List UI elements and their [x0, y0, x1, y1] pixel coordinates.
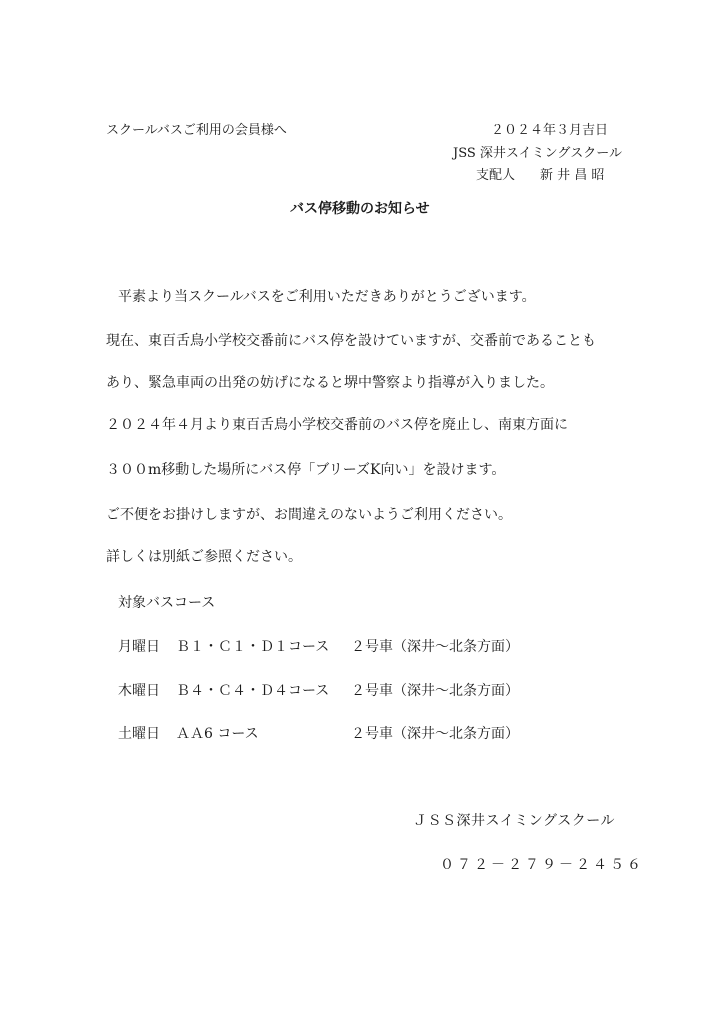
courses-heading: 対象バスコース [118, 595, 216, 611]
course-row-course: Ｂ４・Ｃ４・Ｄ４コース [176, 683, 330, 699]
body-line-4: ２０２４年４月より東百舌鳥小学校交番前のバス停を廃止し、南東方面に [106, 417, 568, 433]
manager-name: 新 井 昌 昭 [540, 168, 605, 183]
organization-name: JSS 深井スイミングスクール [453, 146, 623, 161]
course-row-day: 月曜日 [118, 639, 160, 655]
course-row-course: ＡＡ6 コース [176, 726, 259, 742]
manager-title: 支配人 [476, 168, 516, 183]
course-row-vehicle: ２号車（深井～北条方面） [351, 639, 519, 655]
course-row-day: 木曜日 [118, 683, 160, 699]
footer-organization: ＪＳＳ深井スイミングスクール [413, 813, 616, 829]
body-line-5: ３００m移動した場所にバス停「ブリーズK向い」を設けます。 [106, 462, 506, 478]
course-row-vehicle: ２号車（深井～北条方面） [351, 683, 519, 699]
page-title: バス停移動のお知らせ [290, 201, 430, 217]
course-row-day: 土曜日 [118, 726, 160, 742]
body-line-6: ご不便をお掛けしますが、お間違えのないようご利用ください。 [106, 507, 512, 523]
body-line-1: 平素より当スクールバスをご利用いただきありがとうございます。 [118, 289, 536, 305]
course-row-vehicle: ２号車（深井～北条方面） [351, 726, 519, 742]
body-line-3: あり、緊急車両の出発の妨げになると堺中警察より指導が入りました。 [106, 375, 554, 391]
footer-phone: ０７２－２７９－２４５６ [440, 857, 644, 873]
body-line-7: 詳しくは別紙ご参照ください。 [106, 549, 302, 565]
recipient-line: スクールバスご利用の会員様へ [106, 123, 287, 138]
course-row-course: Ｂ１・Ｃ１・Ｄ１コース [176, 639, 330, 655]
body-line-2: 現在、東百舌鳥小学校交番前にバス停を設けていますが、交番前であることも [106, 333, 596, 349]
notice-date: ２０２４年３月吉日 [491, 123, 609, 138]
